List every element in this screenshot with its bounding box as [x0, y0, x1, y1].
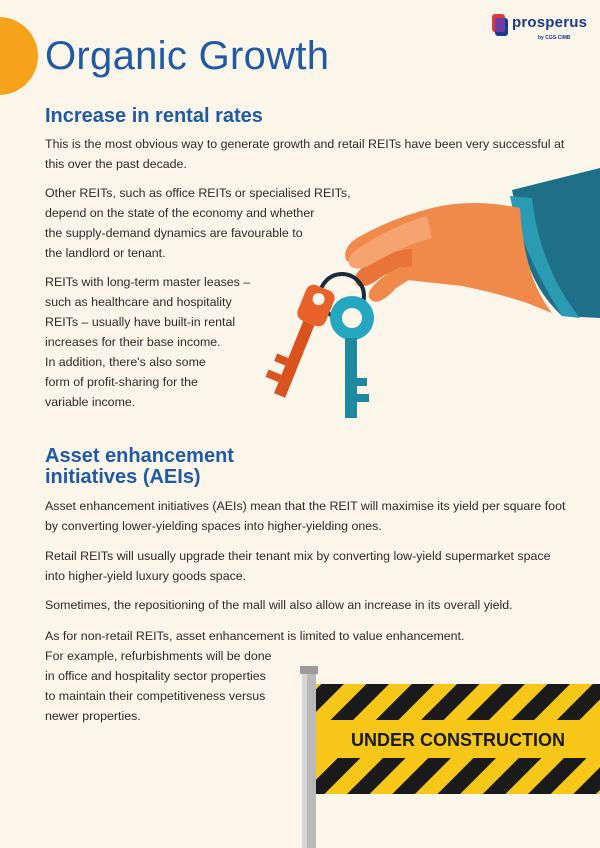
paragraph-line: this over the past decade. — [45, 157, 187, 171]
brand-name: prosperus — [512, 14, 588, 31]
brand-logo — [492, 12, 592, 46]
paragraph-line: such as healthcare and hospitality — [45, 295, 232, 309]
page-title: Organic Growth — [45, 34, 330, 78]
paragraph-line: the supply-demand dynamics are favourable to — [45, 226, 303, 240]
corner-accent — [0, 17, 38, 95]
paragraph-line: into higher-yield luxury goods space. — [45, 569, 247, 583]
paragraph-line: increases for their base income. — [45, 335, 221, 349]
prosperus-logo-icon — [492, 14, 508, 36]
paragraph-line: Asset enhancement initiatives (AEIs) mean that the REIT will maximise its yield per square foot — [45, 499, 566, 513]
paragraph-line: REITs – usually have built-in rental — [45, 315, 236, 329]
construction-barrier-icon — [296, 664, 600, 848]
section-heading-aei-line1: Asset enhancement — [45, 445, 234, 467]
sign-label: UNDER CONSTRUCTION — [351, 730, 565, 750]
paragraph-line: the landlord or tenant. — [45, 246, 166, 260]
hand-holding-keys-icon — [262, 168, 600, 430]
paragraph-line: Retail REITs will usually upgrade their tenant mix by converting low-yield supermarket space — [45, 549, 551, 563]
paragraph-line: In addition, there's also some — [45, 355, 206, 369]
paragraph-line: newer properties. — [45, 709, 141, 723]
brand-tagline: by CGS-CIMB — [538, 35, 571, 41]
paragraph-line: REITs with long-term master leases – — [45, 275, 251, 289]
section-heading-rental: Increase in rental rates — [45, 105, 263, 127]
paragraph-line: Other REITs, such as office REITs or specialised REITs, — [45, 186, 351, 200]
paragraph-line: depend on the state of the economy and whether — [45, 206, 315, 220]
section-heading-aei-line2: initiatives (AEIs) — [45, 466, 201, 488]
paragraph-line: variable income. — [45, 395, 136, 409]
paragraph-line: For example, refurbishments will be done — [45, 649, 272, 663]
paragraph-line: by converting lower-yielding spaces into higher-yielding ones. — [45, 519, 382, 533]
paragraph-line: form of profit-sharing for the — [45, 375, 198, 389]
paragraph-line: to maintain their competitiveness versus — [45, 689, 266, 703]
paragraph-line: As for non-retail REITs, asset enhancement is limited to value enhancement. — [45, 629, 465, 643]
paragraph-line: This is the most obvious way to generate growth and retail REITs have been very successful at — [45, 137, 565, 151]
paragraph-line: Sometimes, the repositioning of the mall will also allow an increase in its overall yield. — [45, 598, 513, 612]
paragraph-line: in office and hospitality sector properties — [45, 669, 266, 683]
